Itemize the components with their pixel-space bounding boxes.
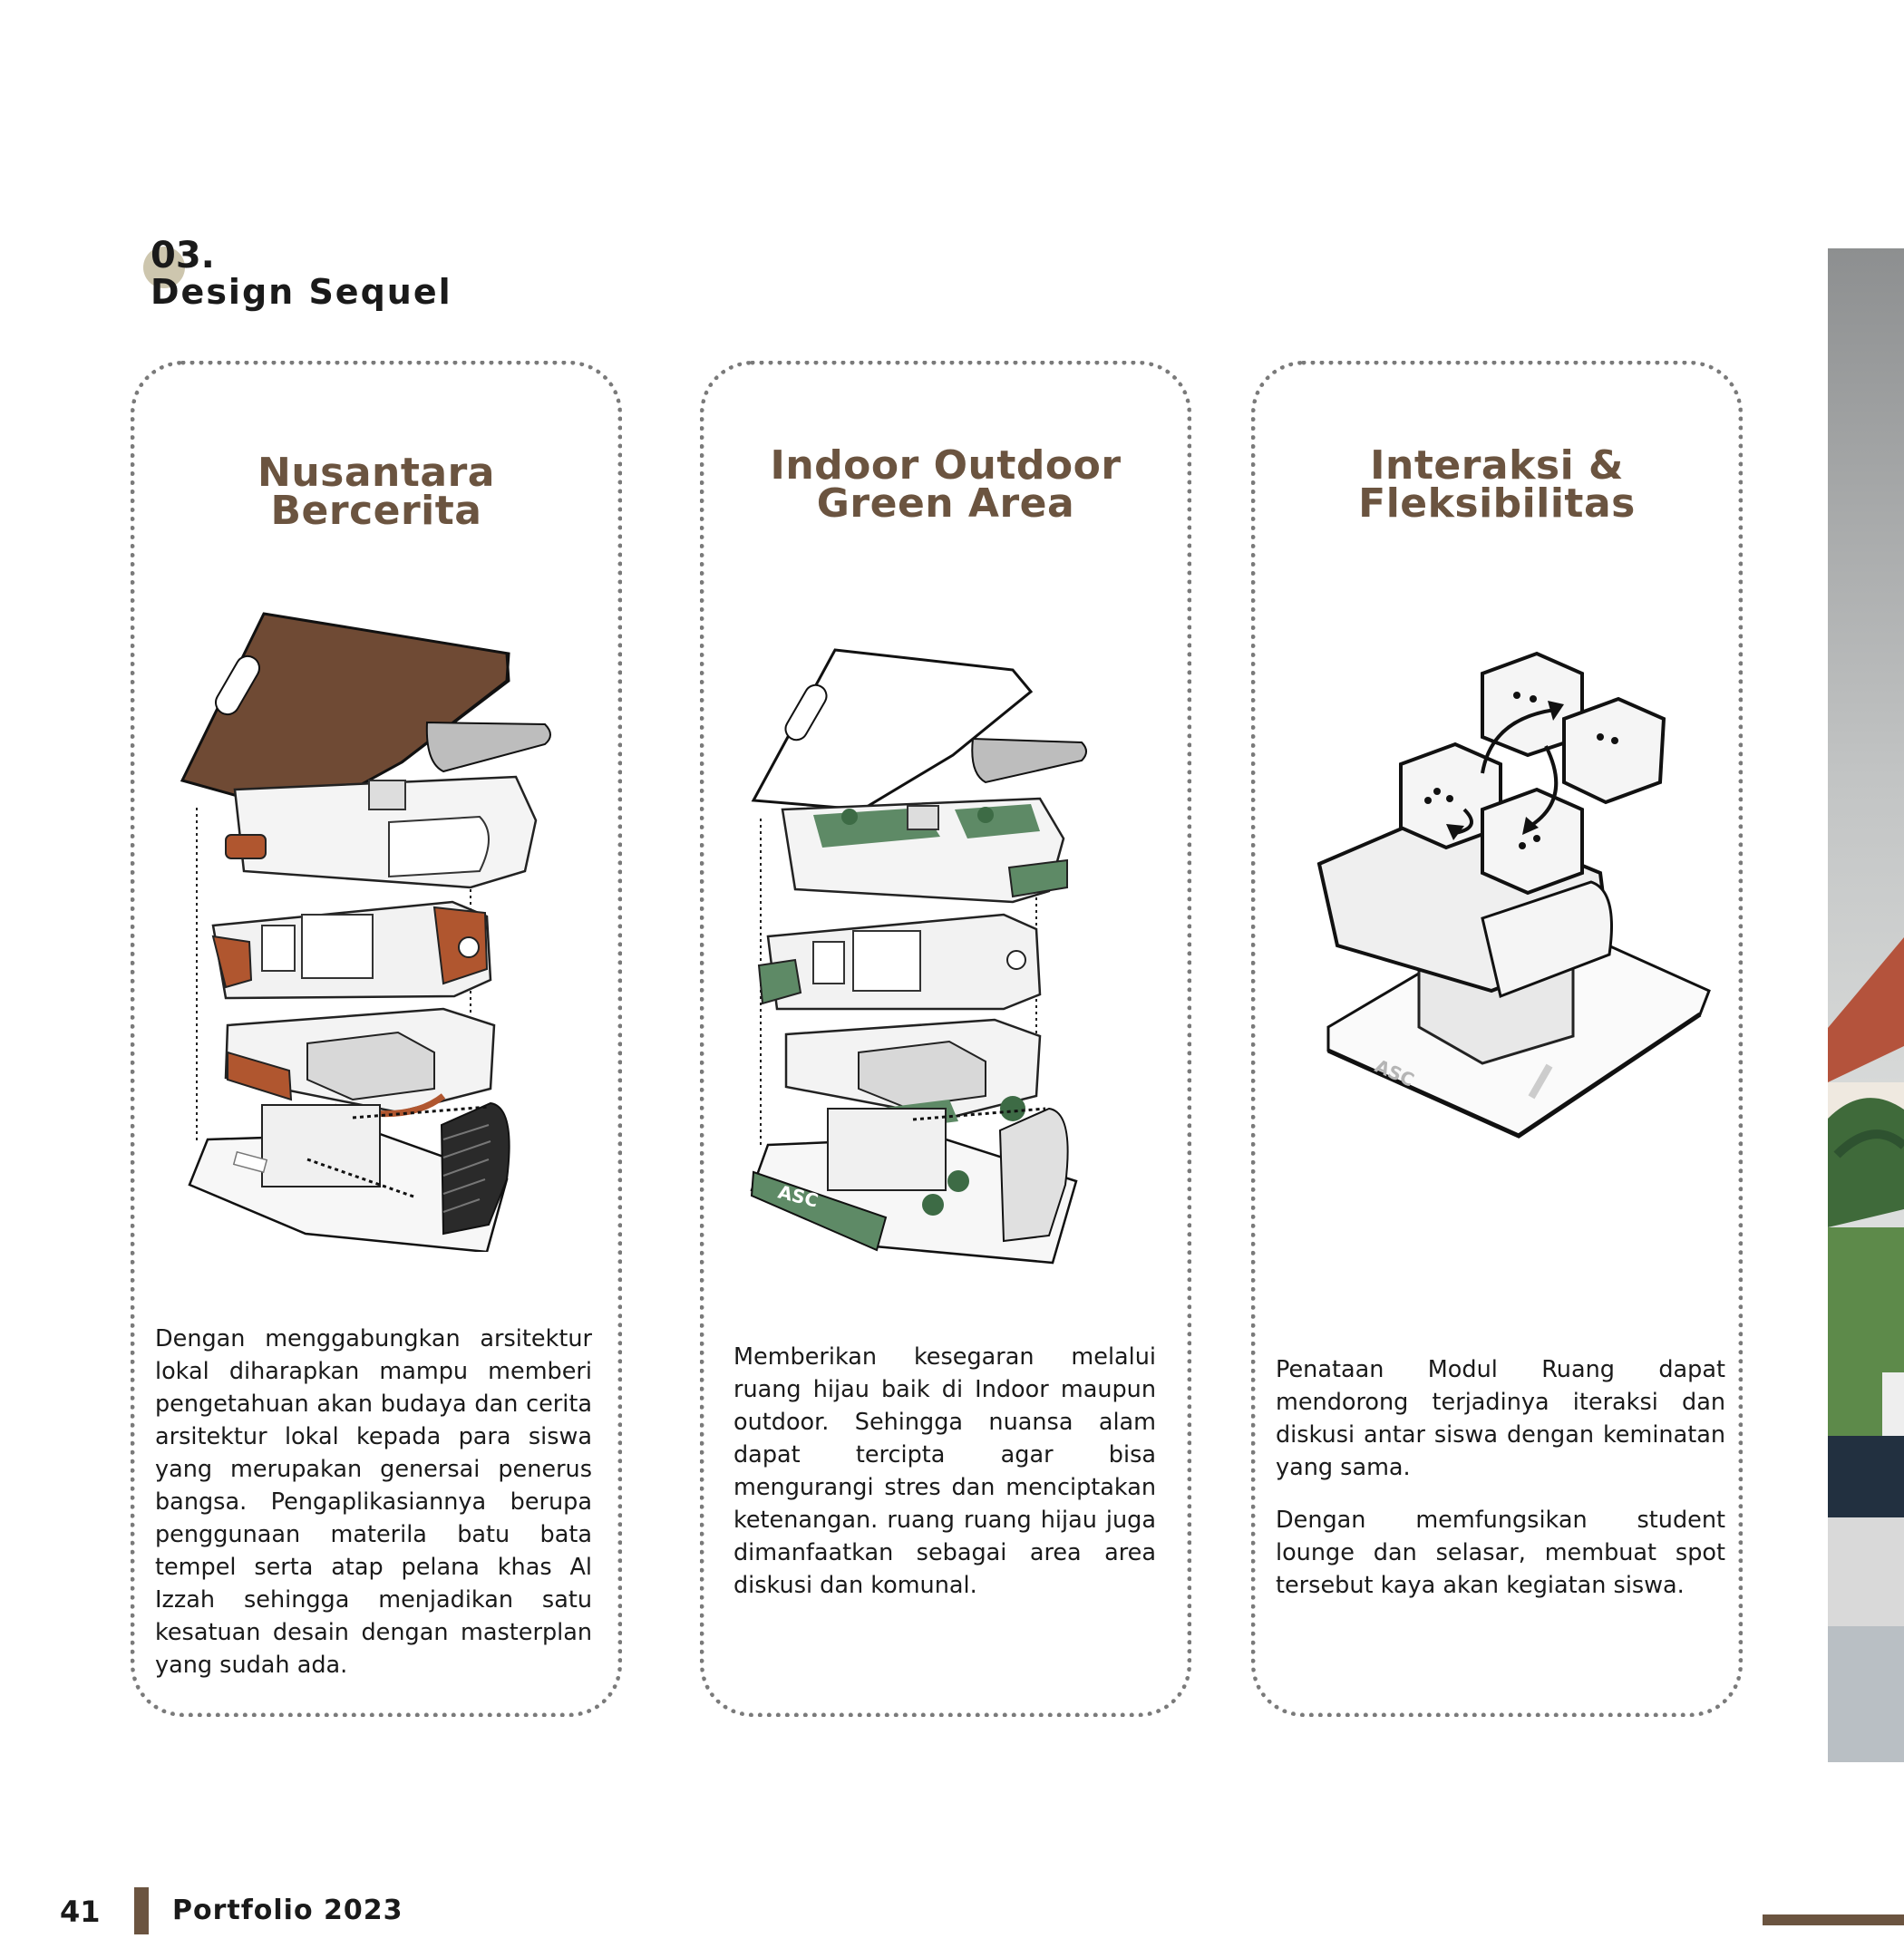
card-paragraph: Dengan memfungsikan student lounge dan selasar, membuat spot tersebut kaya akan kegiatan siswa. bbox=[1276, 1507, 1725, 1599]
card-title-line2: Green Area bbox=[816, 480, 1075, 527]
card-title-line2: Fleksibilitas bbox=[1358, 480, 1636, 527]
exploded-axonometric-brick-icon bbox=[171, 599, 588, 1252]
card-title bbox=[135, 450, 617, 534]
card-nusantara bbox=[131, 361, 622, 1717]
module-interaction-axonometric-icon bbox=[1301, 646, 1718, 1190]
card-title bbox=[1256, 442, 1738, 527]
card-description bbox=[155, 1323, 592, 1701]
card-interaksi bbox=[1251, 361, 1743, 1717]
card-description bbox=[1276, 1353, 1725, 1622]
card-title-line1: Interaksi & bbox=[1370, 442, 1624, 489]
footer-label: Portfolio 2023 bbox=[172, 1895, 403, 1926]
footer-divider bbox=[134, 1887, 149, 1934]
page-number: 41 bbox=[60, 1895, 101, 1929]
card-title-line1: Nusantara bbox=[257, 450, 495, 496]
card-title-line2: Bercerita bbox=[270, 488, 482, 534]
photo-strip-icon bbox=[1828, 248, 1904, 1762]
section-heading bbox=[151, 237, 452, 310]
card-title bbox=[704, 442, 1187, 527]
card-green-area bbox=[700, 361, 1191, 1717]
model-logo-text: ASC bbox=[1371, 1054, 1418, 1091]
card-paragraph: Memberikan kesegaran melalui ruang hijau baik di Indoor maupun outdoor. Sehingga nuansa alam dapat tercipta agar bisa mengurangi stres dan menciptakan ketenangan. ruang ruang hijau juga dimanfaatkan sebagai area area diskusi dan komunal. bbox=[733, 1343, 1156, 1599]
card-paragraph: Penataan Modul Ruang dapat mendorong terjadinya iteraksi dan diskusi antar siswa dengan keminatan yang sama. bbox=[1276, 1356, 1725, 1481]
footer-accent-line bbox=[1763, 1914, 1904, 1925]
section-number: 03. bbox=[151, 235, 215, 276]
card-title-line1: Indoor Outdoor bbox=[770, 442, 1122, 489]
card-description bbox=[733, 1341, 1156, 1622]
card-paragraph: Dengan menggabungkan arsitektur lokal diharapkan mampu memberi pengetahuan akan budaya dan cerita arsitektur lokal kepada para siswa yang merupakan genersai penerus bangsa. Pengaplikasiannya berupa penggunaan materila batu bata tempel serta atap pelana khas Al Izzah sehingga menjadikan satu kesatuan desain dengan masterplan yang sudah ada. bbox=[155, 1325, 592, 1679]
model-logo-text: ASC bbox=[775, 1180, 821, 1212]
exploded-axonometric-green-icon bbox=[741, 637, 1158, 1272]
section-title: Design Sequel bbox=[151, 272, 452, 312]
